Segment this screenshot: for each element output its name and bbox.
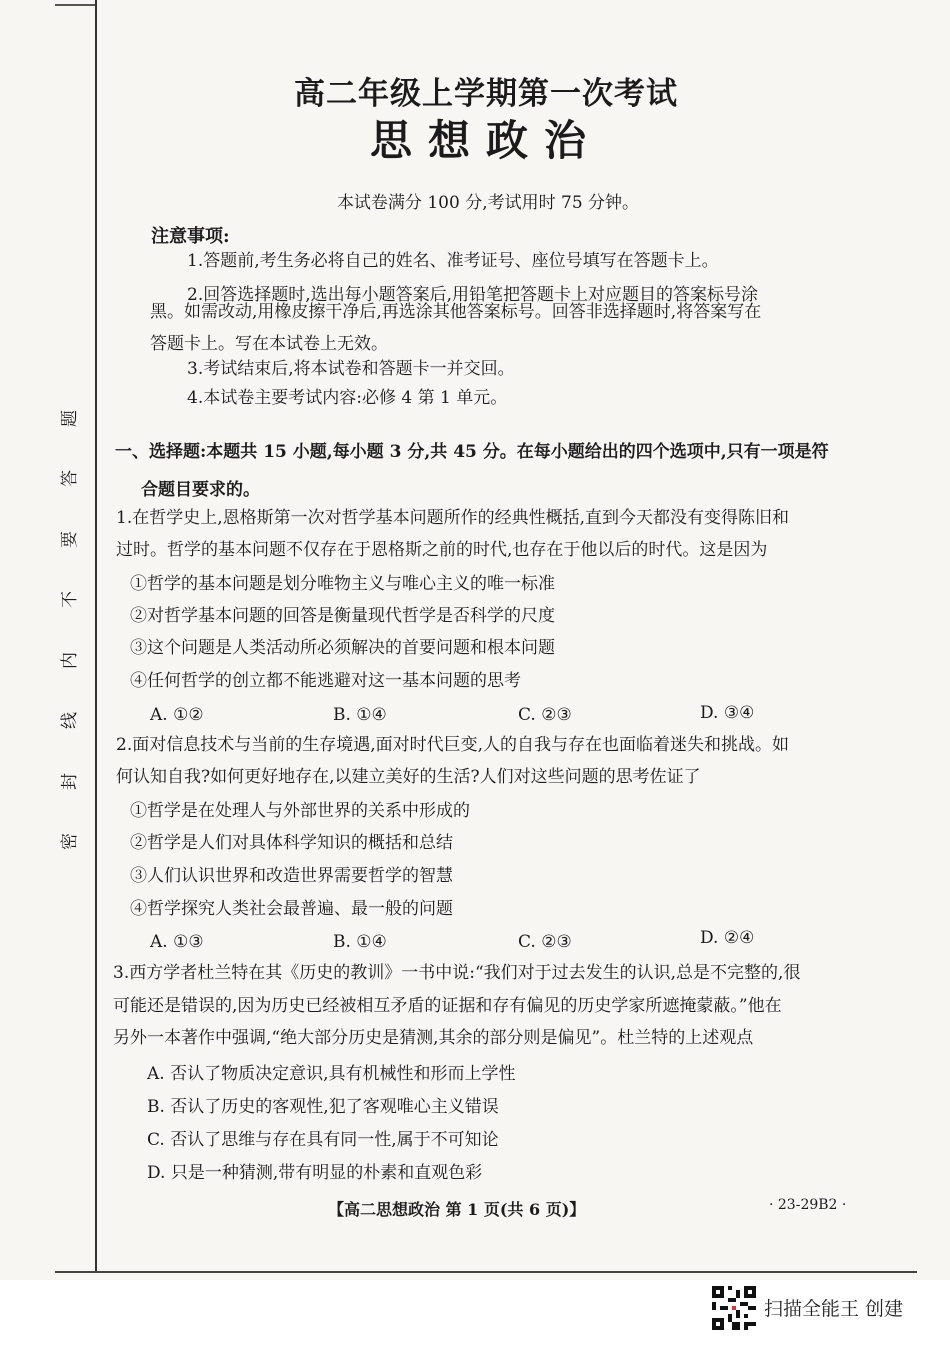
q2-option: A. ①③	[150, 932, 204, 952]
section-heading-cont: 合题目要求的。	[141, 480, 260, 500]
q2-option: C. ②③	[518, 932, 572, 952]
q1-option: B. ①④	[333, 705, 387, 725]
q1-stem: 过时。哲学的基本问题不仅存在于恩格斯之前的时代,也存在于他以后的时代。这是因为	[116, 540, 768, 560]
notice-line: 4.本试卷主要考试内容:必修 4 第 1 单元。	[187, 388, 508, 408]
seal-char: 答	[59, 470, 80, 488]
q2-option: D. ②④	[700, 928, 755, 948]
seal-char: 线	[59, 712, 80, 730]
notice-line: 黑。如需改动,用橡皮擦干净后,再选涂其他答案标号。回答非选择题时,将答案写在	[150, 302, 762, 322]
binding-seal-text	[58, 410, 82, 850]
section-heading: 一、选择题:本题共 15 小题,每小题 3 分,共 45 分。在每小题给出的四个选项中,只有一项是符	[115, 442, 829, 462]
q3-option: C. 否认了思维与存在具有同一性,属于不可知论	[147, 1130, 499, 1150]
subject-title: 思想政治	[369, 116, 602, 165]
q2-item: ③人们认识世界和改造世界需要哲学的智慧	[130, 866, 453, 886]
q1-item: ①哲学的基本问题是划分唯物主义与唯心主义的唯一标准	[130, 574, 555, 594]
top-rule	[55, 4, 95, 6]
q3-stem: 3.西方学者杜兰特在其《历史的教训》一书中说:“我们对于过去发生的认识,总是不完整的,很	[113, 963, 801, 983]
q3-option: D. 只是一种猜测,带有明显的朴素和直观色彩	[147, 1163, 483, 1183]
notice-line: 1.答题前,考生务必将自己的姓名、准考证号、座位号填写在答题卡上。	[187, 251, 719, 271]
q3-option: A. 否认了物质决定意识,具有机械性和形而上学性	[147, 1064, 516, 1084]
q3-stem: 另外一本著作中强调,“绝大部分历史是猜测,其余的部分则是偏见”。杜兰特的上述观点	[113, 1028, 754, 1048]
q2-item: ①哲学是在处理人与外部世界的关系中形成的	[130, 801, 470, 821]
seal-char: 要	[59, 530, 80, 548]
q1-option: A. ①②	[150, 705, 204, 725]
q2-stem: 何认知自我?如何更好地存在,以建立美好的生活?人们对这些问题的思考佐证了	[116, 767, 701, 787]
q2-item: ④哲学探究人类社会最普遍、最一般的问题	[130, 899, 453, 919]
seal-char: 封	[59, 772, 80, 790]
page-info: 【高二思想政治 第 1 页(共 6 页)】	[328, 1200, 586, 1219]
exam-title: 高二年级上学期第一次考试	[294, 76, 678, 112]
notice-line: 答题卡上。写在本试卷上无效。	[150, 334, 388, 354]
q3-option: B. 否认了历史的客观性,犯了客观唯心主义错误	[147, 1097, 499, 1117]
notice-line: 3.考试结束后,将本试卷和答题卡一并交回。	[187, 359, 515, 379]
q2-item: ②哲学是人们对具体科学知识的概括和总结	[130, 833, 453, 853]
q2-option: B. ①④	[333, 932, 387, 952]
q1-option: C. ②③	[518, 705, 572, 725]
seal-char: 内	[59, 651, 80, 669]
q1-item: ④任何哲学的创立都不能逃避对这一基本问题的思考	[130, 671, 521, 691]
seal-char: 不	[59, 591, 80, 609]
scanner-watermark: 扫描全能王 创建	[764, 1298, 904, 1320]
paper-code: · 23-29B2 ·	[769, 1197, 847, 1213]
bottom-rule	[55, 1271, 917, 1273]
q1-item: ②对哲学基本问题的回答是衡量现代哲学是否科学的尺度	[130, 606, 555, 626]
q1-stem: 1.在哲学史上,恩格斯第一次对哲学基本问题所作的经典性概括,直到今天都没有变得陈旧和	[116, 508, 790, 528]
qr-code-icon	[712, 1286, 756, 1330]
q1-item: ③这个问题是人类活动所必须解决的首要问题和根本问题	[130, 638, 555, 658]
exam-subtitle: 本试卷满分 100 分,考试用时 75 分钟。	[336, 193, 640, 213]
seal-char: 密	[59, 832, 80, 850]
notice-line: 2.回答选择题时,选出每小题答案后,用铅笔把答题卡上对应题目的答案标号涂	[187, 285, 759, 305]
seal-char: 题	[59, 410, 80, 427]
q2-stem: 2.面对信息技术与当前的生存境遇,面对时代巨变,人的自我与存在也面临着迷失和挑战。如	[116, 735, 790, 755]
notice-heading: 注意事项:	[151, 226, 230, 247]
q3-stem: 可能还是错误的,因为历史已经被相互矛盾的证据和存有偏见的历史学家所遮掩蒙蔽。”他在	[113, 996, 782, 1016]
q1-option: D. ③④	[700, 703, 755, 723]
